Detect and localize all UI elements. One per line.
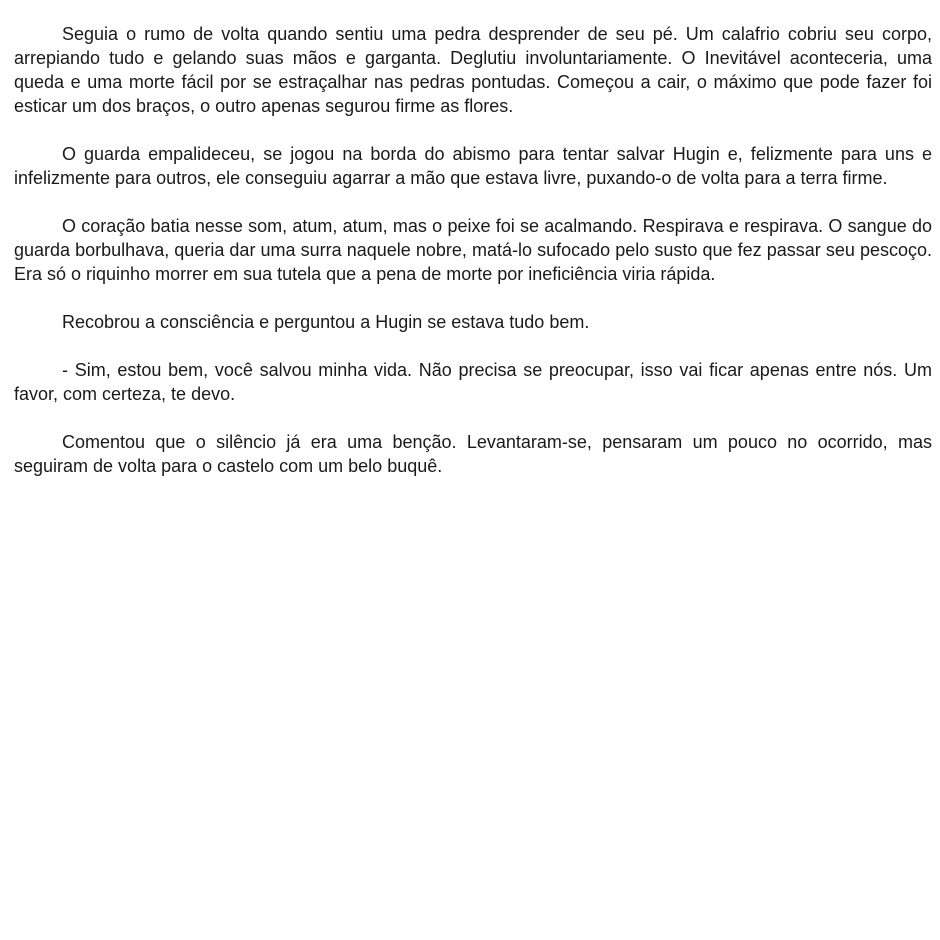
paragraph-2: O guarda empalideceu, se jogou na borda do abismo para tentar salvar Hugin e, felizmente para uns e infelizmente para outros, ele conseguiu agarrar a mão que estava livre, puxando-o de volta para a terra firme. <box>14 144 932 188</box>
paragraph-1: Seguia o rumo de volta quando sentiu uma pedra desprender de seu pé. Um calafrio cobriu seu corpo, arrepiando tudo e gelando suas mãos e garganta. Deglutiu involuntariamente. O Inevitável aconteceria, uma queda e uma morte fácil por se estraçalhar nas pedras pontudas. Começou a cair, o máximo que pode fazer foi esticar um dos braços, o outro apenas segurou firme as flores. <box>14 24 932 116</box>
paragraph-3: O coração batia nesse som, atum, atum, mas o peixe foi se acalmando. Respirava e respirava. O sangue do guarda borbulhava, queria dar uma surra naquele nobre, matá-lo sufocado pelo susto que fez passar seu pescoço. Era só o riquinho morrer em sua tutela que a pena de morte por ineficiência viria rápida. <box>14 216 932 284</box>
paragraph-6: Comentou que o silêncio já era uma benção. Levantaram-se, pensaram um pouco no ocorrido, mas seguiram de volta para o castelo com um belo buquê. <box>14 432 932 476</box>
paragraph-5: - Sim, estou bem, você salvou minha vida. Não precisa se preocupar, isso vai ficar apenas entre nós. Um favor, com certeza, te devo. <box>14 360 932 404</box>
document-page <box>14 22 932 502</box>
paragraph-4: Recobrou a consciência e perguntou a Hugin se estava tudo bem. <box>62 312 590 332</box>
